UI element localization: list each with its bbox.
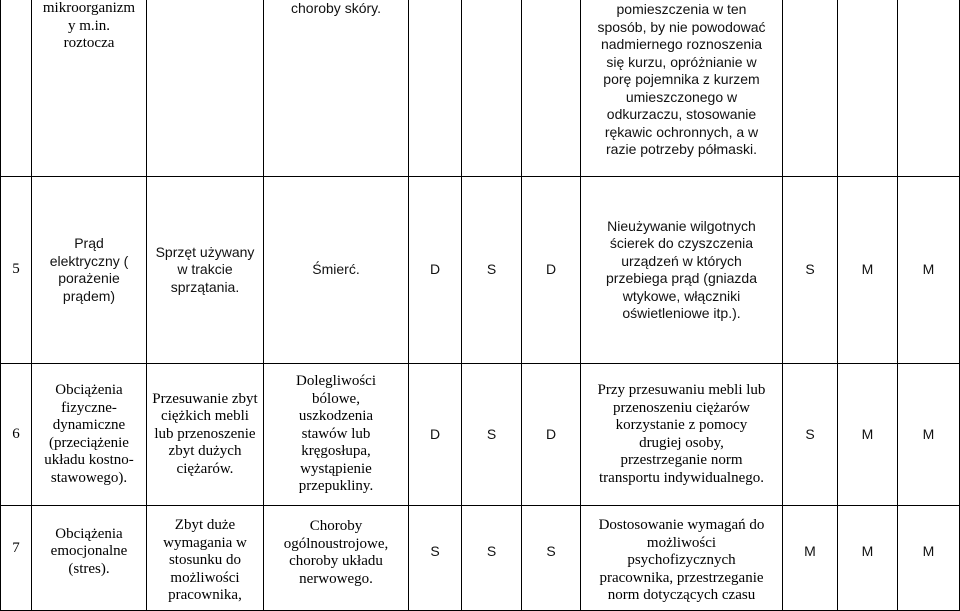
risk-level: D <box>545 261 557 278</box>
risk-level: M <box>922 543 935 560</box>
risk-before-estimate <box>522 506 580 598</box>
risk-after-probability <box>783 177 837 363</box>
hazard-cell <box>32 0 146 176</box>
source-text: Zbyt duże wymagania w stosunku do możliwości pracownika, <box>163 517 247 603</box>
measures-text: Przy przesuwaniu mebli lub przenoszeniu ciężarów korzystanie z pomocy drugiej osoby, przestrzeganie norm transportu indywidualnego. <box>597 382 766 486</box>
risk-level: M <box>861 425 874 442</box>
risk-after-estimate <box>898 364 959 505</box>
risk-level: S <box>805 425 815 442</box>
row-number <box>1 177 31 363</box>
risk-level: S <box>430 543 440 560</box>
effect-cell <box>264 364 408 505</box>
effect-text: choroby skóry. <box>291 0 381 16</box>
risk-after-estimate <box>898 177 959 363</box>
risk-level: S <box>805 261 815 278</box>
risk-level: D <box>429 425 441 442</box>
measures-cell <box>581 177 782 363</box>
risk-after-severity <box>838 364 897 505</box>
hazard-text: mikroorganizm y m.in. roztocza <box>42 0 136 51</box>
risk-before-probability <box>409 177 461 363</box>
risk-level: D <box>429 261 441 278</box>
risk-after-severity <box>838 177 897 363</box>
effect-text: Śmierć. <box>312 261 360 278</box>
risk-after-estimate <box>898 506 959 598</box>
risk-level: S <box>486 425 497 442</box>
risk-level: M <box>804 543 816 560</box>
hazard-text: Prąd elektryczny ( porażenie prądem) <box>49 235 129 304</box>
risk-before-estimate <box>522 177 580 363</box>
effect-text: Dolegliwości bólowe, uszkodzenia stawów lub kręgosłupa, wystąpienie przepukliny. <box>296 373 376 495</box>
source-cell <box>147 364 263 505</box>
hazard-text: Obciążenia emocjonalne (stres). <box>50 525 128 577</box>
measures-cell <box>581 0 782 176</box>
measures-cell <box>581 517 782 610</box>
risk-level: D <box>545 425 557 442</box>
effect-cell <box>264 177 408 363</box>
row-number <box>1 506 31 591</box>
hazard-cell <box>32 506 146 598</box>
effect-cell <box>264 0 408 176</box>
hazard-text: Obciążenia fizyczne- dynamiczne (przeciążenie układu kostno- stawowego). <box>44 382 134 486</box>
row-number <box>1 364 31 505</box>
measures-text: pomieszczenia w ten sposób, by nie powodować nadmiernego roznoszenia się kurzu, opróżnianie w porę pojemnika z kurzem umieszczonego w odkurzaczu, stosowanie rękawic ochronnych, a w razie potrzeby półmaski. <box>597 1 766 157</box>
row-number-text: 5 <box>12 261 20 278</box>
hazard-cell <box>32 364 146 505</box>
effect-text: Choroby ogólnoustrojowe, choroby układu nerwowego. <box>283 518 389 587</box>
risk-after-severity <box>838 506 897 598</box>
source-text: Sprzęt używany w trakcie sprzątania. <box>155 243 255 295</box>
source-cell <box>147 517 263 610</box>
measures-cell <box>581 364 782 505</box>
effect-cell <box>264 506 408 600</box>
risk-before-severity <box>462 506 521 598</box>
risk-before-severity <box>462 364 521 505</box>
risk-before-severity <box>462 177 521 363</box>
hazard-cell <box>32 177 146 363</box>
risk-level: S <box>486 261 497 278</box>
risk-level: S <box>546 543 556 560</box>
risk-after-probability <box>783 506 837 598</box>
risk-after-probability <box>783 364 837 505</box>
measures-text: Nieużywanie wilgotnych ścierek do czyszczenia urządzeń w których przebiega prąd (gniazda wtykowe, włączniki oświetleniowe itp.). <box>606 217 757 321</box>
measures-text: Dostosowanie wymagań do możliwości psychofizycznych pracownika, przestrzeganie norm dotyczących czasu <box>598 517 765 603</box>
source-cell <box>147 177 263 363</box>
row-number-text: 7 <box>12 539 20 556</box>
risk-level: M <box>922 261 935 278</box>
row-number-text: 6 <box>12 425 20 442</box>
risk-before-probability <box>409 506 461 598</box>
risk-level: M <box>922 425 935 442</box>
risk-level: M <box>861 543 874 560</box>
risk-level: S <box>486 543 497 560</box>
risk-before-probability <box>409 364 461 505</box>
risk-before-estimate <box>522 364 580 505</box>
source-text: Przesuwanie zbyt ciężkich mebli lub przenoszenie zbyt dużych ciężarów. <box>152 390 258 477</box>
risk-level: M <box>861 261 874 278</box>
